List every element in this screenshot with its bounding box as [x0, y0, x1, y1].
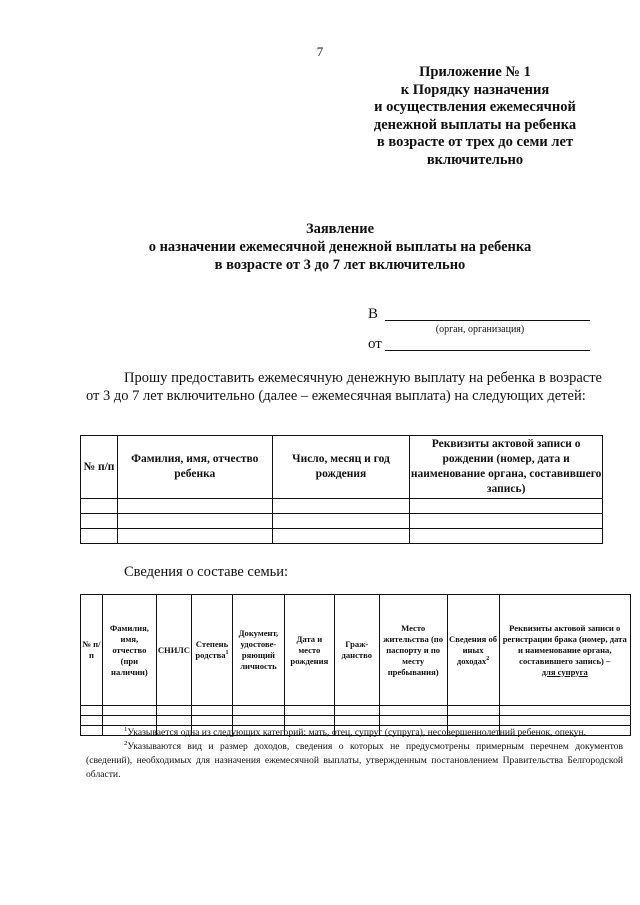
- sender-label: от: [368, 336, 382, 352]
- recipient-hint: (орган, организация): [435, 324, 525, 335]
- appendix-header: [350, 64, 600, 170]
- col-child-name: Фамилия, имя, отчество ребенка: [117, 436, 272, 499]
- col-relation: [192, 595, 233, 706]
- table-row[interactable]: [81, 529, 603, 544]
- recipient-field[interactable]: [385, 320, 590, 321]
- income-label: Сведения об иных доходах: [449, 633, 498, 666]
- table-header-row: [81, 436, 603, 499]
- table-row[interactable]: [81, 499, 603, 514]
- col-other-income: [447, 595, 499, 706]
- col-residence: Место жительства (по паспорту и по месту пребывания): [379, 595, 447, 706]
- family-table: [80, 594, 631, 736]
- col-number: № п/п: [81, 595, 103, 706]
- children-table: [80, 435, 603, 544]
- col-birth-date: Число, месяц и год рождения: [272, 436, 410, 499]
- footnote-1: [86, 726, 623, 740]
- page-number: 7: [316, 44, 324, 59]
- footnote-ref: 1: [225, 650, 229, 657]
- appendix-line: в возрасте от трех до семи лет: [376, 134, 574, 151]
- family-heading: Сведения о составе семьи:: [124, 564, 289, 580]
- table-row[interactable]: [81, 706, 631, 716]
- marriage-note: для супруга: [541, 666, 588, 677]
- footnote-text: Указываются вид и размер доходов, сведения о которых не предусмотрены примерным перечнем документов (сведений), необходимых для назначения ежемесячной выплаты, утвержденным постановлением Правительства Белгородской области.: [86, 741, 623, 780]
- sender-field[interactable]: [385, 350, 590, 351]
- col-full-name: Фамилия, имя, отчество (при наличии): [102, 595, 156, 706]
- appendix-line: Приложение № 1: [419, 64, 531, 80]
- col-number: № п/п: [81, 436, 118, 499]
- relation-label: Степень родства: [195, 639, 229, 660]
- table-header-row: [81, 595, 631, 706]
- document-title: [60, 220, 620, 274]
- request-text: Прошу предоставить ежемесячную денежную выплату на ребенка в возрасте от 3 до 7 лет включительно (далее – ежемесячная выплата) на следующих детей:: [86, 370, 602, 404]
- footnote-text: Указывается одна из следующих категорий: мать, отец, супруг (супруга), несовершеннолетний ребенок, опекун.: [127, 727, 587, 738]
- appendix-line: денежной выплаты на ребенка: [373, 116, 577, 133]
- col-snils: СНИЛС: [156, 595, 191, 706]
- title-line: в возрасте от 3 до 7 лет включительно: [214, 257, 466, 273]
- footnote-mark: 1: [124, 725, 128, 733]
- footnotes: [86, 726, 623, 782]
- marriage-label: Реквизиты актовой записи о регистрации брака (номер, дата и наименование органа, составившего запись) –: [502, 622, 627, 666]
- col-birth-record: Реквизиты актовой записи о рождении (номер, дата и наименование органа, составившего запись): [410, 436, 603, 499]
- table-row[interactable]: [81, 514, 603, 529]
- title-line: Заявление: [305, 221, 375, 237]
- col-citizenship: Граж-данство: [334, 595, 379, 706]
- col-id-document: Документ, удостове-ряющий личность: [232, 595, 284, 706]
- footnote-2: [86, 740, 623, 782]
- table-row[interactable]: [81, 716, 631, 726]
- footnote-mark: 2: [124, 739, 128, 747]
- title-line: о назначении ежемесячной денежной выплаты на ребенка: [148, 239, 532, 255]
- recipient-label: В: [368, 306, 379, 322]
- appendix-line: включительно: [426, 151, 524, 168]
- appendix-line: и осуществления ежемесячной: [374, 99, 576, 116]
- footnote-ref: 2: [486, 655, 490, 662]
- col-birth: Дата и место рождения: [284, 595, 334, 706]
- col-marriage-record: [499, 595, 631, 706]
- request-paragraph: [86, 369, 602, 405]
- appendix-line: к Порядку назначения: [400, 81, 550, 98]
